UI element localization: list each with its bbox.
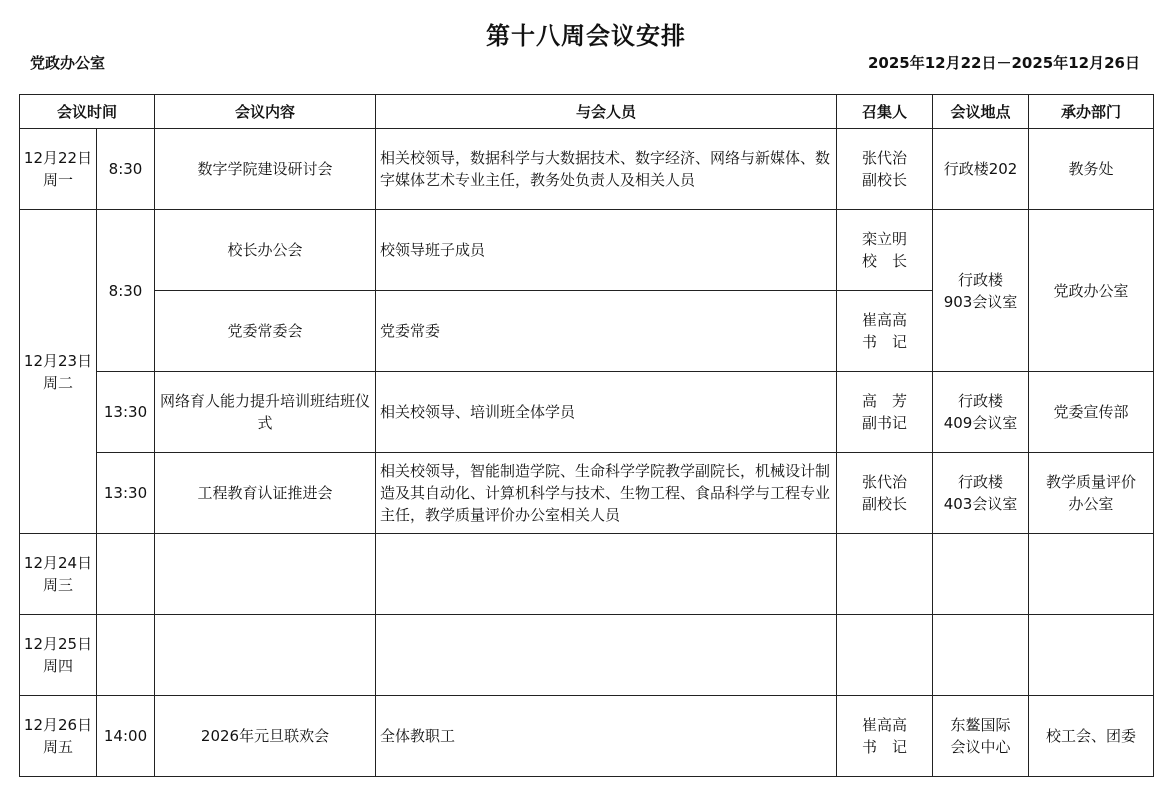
department-cell: 教务处 xyxy=(1029,129,1154,210)
day-cell xyxy=(20,129,97,210)
day-cell xyxy=(20,210,97,534)
day-cell xyxy=(20,696,97,777)
day-date: 12月25日 xyxy=(23,635,93,653)
table-row xyxy=(20,453,1154,534)
meeting-schedule-table xyxy=(19,94,1154,777)
attendees-cell: 党委常委 xyxy=(376,291,837,372)
location-building: 行政楼 xyxy=(958,392,1004,410)
location-cell xyxy=(933,372,1029,453)
content-cell: 工程教育认证推进会 xyxy=(155,453,376,534)
department-cell xyxy=(1029,453,1154,534)
day-weekday: 周二 xyxy=(42,373,73,392)
location-cell xyxy=(933,210,1029,372)
content-cell: 数字学院建设研讨会 xyxy=(155,129,376,210)
day-date: 12月22日 xyxy=(23,149,93,167)
department-cell: 党政办公室 xyxy=(1029,210,1154,372)
time-cell: 8:30 xyxy=(97,210,155,372)
attendees-cell xyxy=(376,534,837,615)
location-cell: 行政楼202 xyxy=(933,129,1029,210)
location-cell xyxy=(933,534,1029,615)
day-weekday: 周四 xyxy=(42,657,73,675)
time-cell: 8:30 xyxy=(97,129,155,210)
department-line: 教学质量评价 xyxy=(1046,473,1137,491)
content-cell xyxy=(155,534,376,615)
issuing-office: 党政办公室 xyxy=(30,54,106,72)
convener-title: 副书记 xyxy=(862,414,908,432)
convener-cell xyxy=(837,453,933,534)
convener-title: 副校长 xyxy=(862,171,908,189)
convener-name: 崔高高 xyxy=(862,716,908,734)
content-cell: 校长办公会 xyxy=(155,210,376,291)
convener-title: 书 记 xyxy=(862,738,908,756)
day-weekday: 周五 xyxy=(42,738,73,756)
location-building: 东鳌国际 xyxy=(950,716,1011,734)
convener-name: 崔高高 xyxy=(862,311,908,329)
convener-cell xyxy=(837,615,933,696)
content-cell: 2026年元旦联欢会 xyxy=(155,696,376,777)
table-row xyxy=(20,210,1154,291)
location-room: 会议中心 xyxy=(950,738,1011,756)
content-cell: 网络育人能力提升培训班结班仪式 xyxy=(155,372,376,453)
attendees-cell xyxy=(376,615,837,696)
header-row xyxy=(20,95,1154,129)
department-line: 办公室 xyxy=(1068,495,1114,513)
day-date: 12月24日 xyxy=(23,554,93,572)
attendees-cell: 相关校领导，智能制造学院、生命科学学院教学副院长，机械设计制造及其自动化、计算机科学与技术、生物工程、食品科学与工程专业主任，教学质量评价办公室相关人员 xyxy=(376,453,837,534)
department-cell xyxy=(1029,534,1154,615)
time-cell: 13:30 xyxy=(97,453,155,534)
location-room: 403会议室 xyxy=(943,495,1018,513)
time-cell xyxy=(97,534,155,615)
header-location: 会议地点 xyxy=(933,95,1029,129)
convener-name: 张代治 xyxy=(862,149,908,167)
time-cell: 13:30 xyxy=(97,372,155,453)
convener-cell xyxy=(837,372,933,453)
content-cell: 党委常委会 xyxy=(155,291,376,372)
day-weekday: 周一 xyxy=(42,171,73,189)
page-title: 第十八周会议安排 xyxy=(486,21,686,50)
convener-cell xyxy=(837,210,933,291)
department-cell: 校工会、团委 xyxy=(1029,696,1154,777)
content-cell xyxy=(155,615,376,696)
header-content: 会议内容 xyxy=(155,95,376,129)
location-cell xyxy=(933,615,1029,696)
header-department: 承办部门 xyxy=(1029,95,1154,129)
convener-name: 高 芳 xyxy=(862,392,908,410)
convener-title: 书 记 xyxy=(862,333,908,351)
convener-cell xyxy=(837,696,933,777)
convener-cell xyxy=(837,129,933,210)
date-range: 2025年12月22日－2025年12月26日 xyxy=(868,54,1140,72)
convener-title: 校 长 xyxy=(862,252,908,270)
attendees-cell: 相关校领导、培训班全体学员 xyxy=(376,372,837,453)
location-cell xyxy=(933,453,1029,534)
table-row xyxy=(20,129,1154,210)
location-building: 行政楼 xyxy=(958,473,1004,491)
convener-name: 栾立明 xyxy=(862,230,908,248)
convener-title: 副校长 xyxy=(862,495,908,513)
location-room: 903会议室 xyxy=(943,292,1018,311)
header-convener: 召集人 xyxy=(837,95,933,129)
day-date: 12月26日 xyxy=(23,716,93,734)
header-time: 会议时间 xyxy=(20,95,155,129)
convener-cell xyxy=(837,291,933,372)
convener-cell xyxy=(837,534,933,615)
attendees-cell: 相关校领导，数据科学与大数据技术、数字经济、网络与新媒体、数字媒体艺术专业主任，教务处负责人及相关人员 xyxy=(376,129,837,210)
table-row xyxy=(20,696,1154,777)
time-cell xyxy=(97,615,155,696)
attendees-cell: 校领导班子成员 xyxy=(376,210,837,291)
location-cell xyxy=(933,696,1029,777)
table-row xyxy=(20,615,1154,696)
department-cell: 党委宣传部 xyxy=(1029,372,1154,453)
day-cell xyxy=(20,615,97,696)
header-attendees: 与会人员 xyxy=(376,95,837,129)
department-cell xyxy=(1029,615,1154,696)
day-date: 12月23日 xyxy=(23,351,93,370)
convener-name: 张代治 xyxy=(862,473,908,491)
day-weekday: 周三 xyxy=(42,576,73,594)
time-cell: 14:00 xyxy=(97,696,155,777)
location-room: 409会议室 xyxy=(943,414,1018,432)
table-row xyxy=(20,534,1154,615)
table-row xyxy=(20,372,1154,453)
day-cell xyxy=(20,534,97,615)
attendees-cell: 全体教职工 xyxy=(376,696,837,777)
location-building: 行政楼 xyxy=(958,270,1004,289)
